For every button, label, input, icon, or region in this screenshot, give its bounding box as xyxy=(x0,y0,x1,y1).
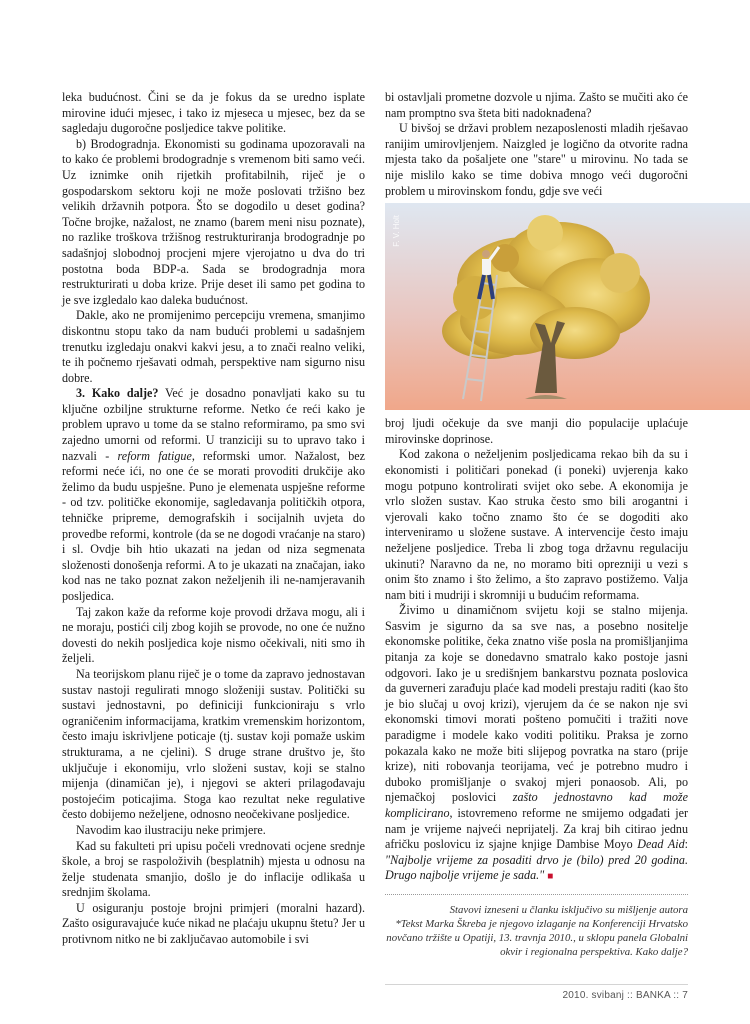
paragraph: Dakle, ako ne promijenimo percepciju vremena, smanjimo diskontnu stopu tako da nam budući problemi u sadašnjem trenutku izgledaju onakvi kakvi jesu, a to znači realno veliki, te ih počnemo rješavati odmah, perspektive nam sigurno nisu dobre. xyxy=(62,308,365,385)
paragraph xyxy=(385,603,688,885)
section-heading: 3. Kako dalje? xyxy=(76,386,159,401)
right-column xyxy=(385,90,688,959)
paragraph: Navodim kao ilustraciju neke primjere. xyxy=(76,822,266,837)
source-note: *Tekst Marka Škreba je njegovo izlaganje na Konferenciji Hrvatsko novčano tržište u Opatiji, 13. travnja 2010., u sklopu panela Globalni okvir i regionalna perspektiva. Kako dalje? xyxy=(386,917,688,958)
quote: "Najbolje vrijeme za posaditi drvo je (bilo) pred 20 godina. Drugo najbolje vrijeme je sada." xyxy=(385,852,688,883)
text-run: , reformski umor. Nažalost, bez reformi neće ići, no one će se morati provoditi drukčije ako želimo da budu uspješne. Puno je elemenata uspješne reforme - od tzv. političke ekonomije, sagledavanja političkih otpora, tehničke pripreme, demografskih i socijalnih uvjeta do provedbe reformi, kontrole (da se ne dogodi vraćanje na staro) i sl. Ovdje bih htio ukazati na jedan od niza segmenata složenosti donošenja reformi. A to je ukazati na značajan, iako kod nas ne tako poznat zakon neželjenih ili ne-namjeravanih posljedica. xyxy=(62,448,365,603)
paragraph: Taj zakon kaže da reforme koje provodi država mogu, ali i ne moraju, postići cilj zbog kojih se provode, no one će nužno dovesti do nekih posljedica koje nismo očekivali, niti smo ih željeli. xyxy=(62,604,365,666)
text-run: , istovremeno reforme ne smijemo odgađati jer nam je vrijeme najveći neprijatelj. Za kraj bih citirao jednu afričku poslovicu iz sjajne knjige Dambise Moyo xyxy=(385,806,688,852)
text-run: Već je dosadno ponavljati kako su tu ključne ozbiljne strukturne reforme. Netko će reći kako je problem upravo u tome da se stalno reformiramo, pa smo svi zajedno umorni od reformi. U tranziciji su to upravo tako i nazvali - xyxy=(62,386,365,463)
paragraph: broj ljudi očekuje da sve manji dio populacije uplaćuje mirovinske doprinose. xyxy=(385,416,688,446)
end-mark-icon: ■ xyxy=(547,871,554,883)
emphasis: Dead Aid xyxy=(637,837,685,852)
author-note xyxy=(385,894,688,959)
paragraph: Na teorijskom planu riječ je o tome da zapravo jednostavan sustav nastoji regulirati mnogo složeniji sustav. Politički su sustavi jednostavni, po definiciji funkcioniraju s vrlo ograničenim informacijama, kratkim vremenskim horizontom, često imaju iskrivljene poticaje (tj. sustav koji pomaže uskim strukturama, a ne cjelini). S druge strane društvo je, što uključuje i ekonomiju, vrlo složeni sustav, koji se stalno mijenja (dinamičan je), i njegovi se akteri prilagođavaju postojećim poticajima. Stoga kao rezultat neke regulative često dobijemo neželjene, odnosno neočekivane posljedice. xyxy=(62,666,365,822)
paragraph: leka budućnost. Čini se da je fokus da se uredno isplate mirovine idući mjesec, i tako iz mjeseca u mjesec, bez da se sagledaju dugoročne posljedice takve politike. xyxy=(62,90,365,136)
paragraph: b) Brodogradnja. Ekonomisti su godinama upozoravali na to kako će problemi brodogradnje s vremenom biti samo veći. Uz iznimke onih rijetkih profitabilnih, riječ je o gospodarskom sektoru koji ne može poslovati tržišno bez velikih državnih potpora. Što se dogodilo u deset godina? Točne brojke, nažalost, ne znamo (barem meni nisu poznate), no razlike troškova tržišnog restrukturiranja brodogradnje po sadašnjoj slobodnoj procjeni mjere vjerojatno u dva do tri postotna boda BDP-a. Sada se brodogradnja mora restrukturirati u doba krize. Prije deset ili samo pet godina to je sve izgledalo kao daleka budućnost. xyxy=(62,136,365,307)
text-run: : xyxy=(684,837,688,852)
page-footer xyxy=(0,984,750,1008)
paragraph: bi ostavljali prometne dozvole u njima. Zašto se mučiti ako će nam promptno sva šteta biti nadoknađena? xyxy=(385,90,688,120)
tree-illustration-svg xyxy=(385,203,750,410)
footer-divider xyxy=(385,984,688,985)
folio: 2010. svibanj :: BANKA :: 7 xyxy=(562,990,688,1001)
paragraph: U bivšoj se državi problem nezaposlenosti mladih rješavao ranijim umirovljenjem. Naizgled je logično da otvorite radna mjesta tako da pošaljete one "stare" u mirovinu. No tada se nije mislilo kako se time dobiva mnogo veći dugoročni problem u mirovinskom fondu, gdje sve veći xyxy=(385,121,688,198)
paragraph: Kad su fakulteti pri upisu počeli vrednovati ocjene srednje škole, a broj se raspoloživih (besplatnih) mjesta u odnosu na želje studenata smanjio, došlo je do inflacije odlikaša u srednjim školama. xyxy=(62,838,365,900)
paragraph xyxy=(62,386,365,604)
paragraph: U osiguranju postoje brojni primjeri (moralni hazard). Zašto osiguravajuće kuće nikad ne plaćaju ukupnu štetu? Jer u protivnom nitko ne bi zaključavao automobile i svi xyxy=(62,900,365,947)
text-run: Živimo u dinamičnom svijetu koji se stalno mijenja. Sasvim je sigurno da sa sve nas, a posebno nositelje ekonomske politike, čeka znatno više posla na promišljanjima pitanja za koje se donedavno smatralo kako postoje jasni odgovori. Iako je u središnjem bankarstvu poznata poslovica da guverneri zarađuju plaće kad modeli prestaju raditi (kao što je bio slučaj u ovoj krizi), vjerujem da će se nakon nje svi ekonomski timovi morati pošteno pomučiti i tražiti nove paradigme i modele kako voditi politiku. Praksa je zorno pokazala kako ne može biti slijepog povratka na staro (prije krize), niti robovanja teorijama, već je potrebno mudro i duboko promišljanje o svakoj mjeri ponaosob. Ali, po njemačkoj poslovici xyxy=(385,603,688,805)
paragraph: Kod zakona o neželjenim posljedicama rekao bih da su i ekonomisti i političari ponekad (i poneki) uvjerenja kako mogu potpuno kontrolirati svijet oko sebe. A ekonomija je vrlo složen sustav. Kao struka često smo bili arogantni i vjerovali kako točno znamo što će se dogoditi ako interveniramo u složene sustave. A intervencije često imaju neželjene posljedice. Treba li zbog toga državnu regulaciju ukinuti? Naravno da ne, no moramo biti oprezniji u vezi s onim što znamo i što želimo, a što zapravo postižemo. Valja nam biti i mudriji i skromniji u budućim reformama. xyxy=(385,447,688,602)
emphasis: zašto jednostavno kad može komplicirano xyxy=(385,790,688,820)
disclaimer: Stavovi izneseni u članku isključivo su mišljenje autora xyxy=(449,903,688,916)
photo-credit: F. V. Holt xyxy=(392,215,401,247)
emphasis: reform fatigue xyxy=(117,448,192,463)
left-column xyxy=(62,90,365,948)
tree-illustration xyxy=(385,203,750,410)
